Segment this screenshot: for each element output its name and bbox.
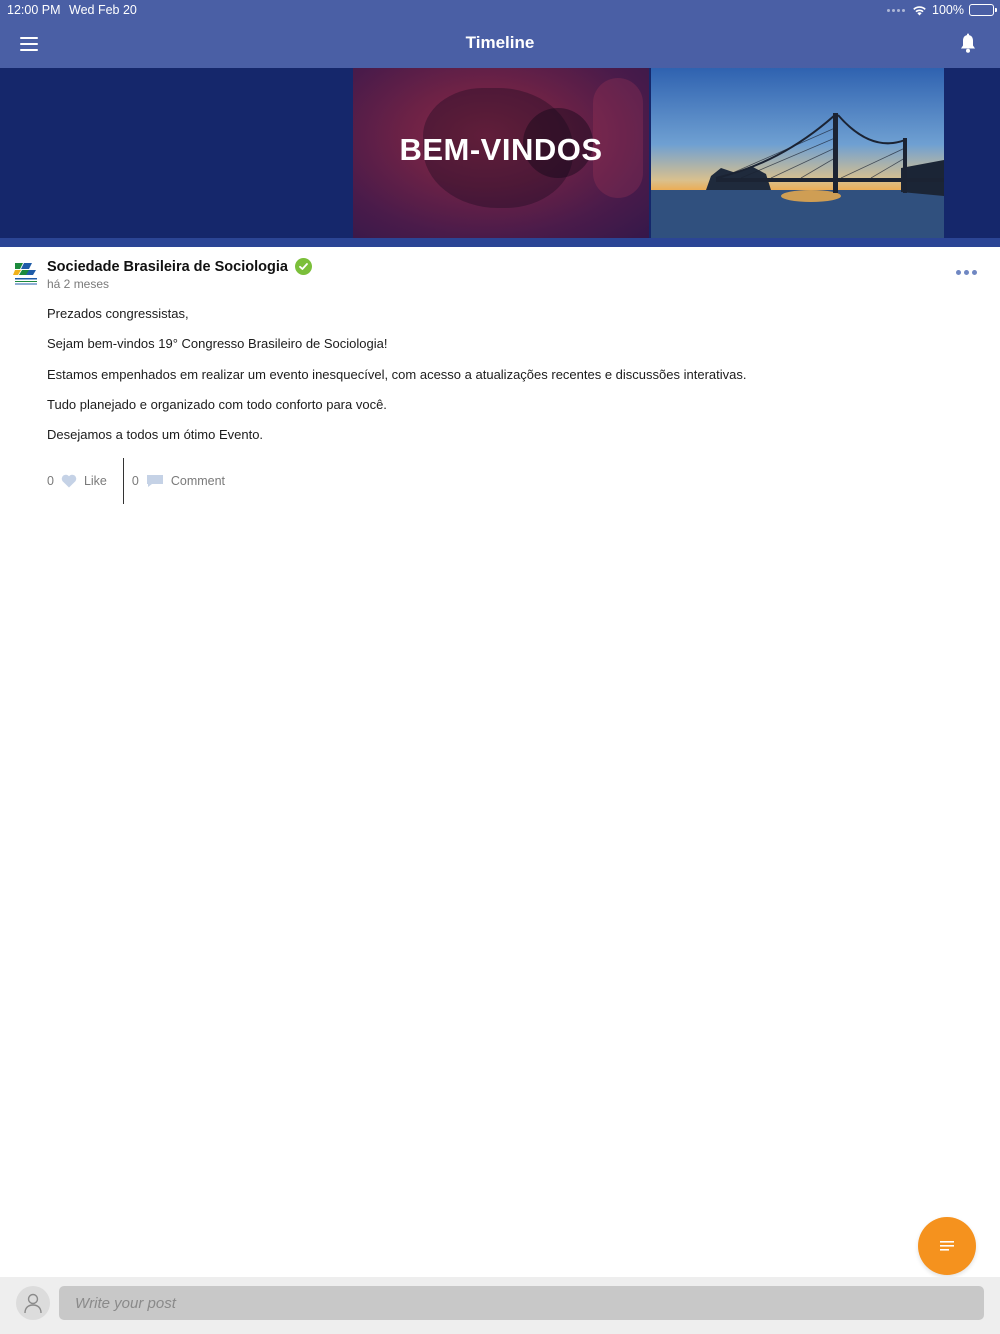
welcome-banner — [0, 68, 1000, 247]
comment-button[interactable] — [132, 474, 225, 488]
author-logo[interactable] — [12, 259, 40, 287]
like-button[interactable] — [47, 474, 107, 488]
write-post-input[interactable] — [59, 1286, 984, 1320]
banner-title: BEM-VINDOS — [399, 132, 603, 167]
post-paragraph: Tudo planejado e organizado com todo conforto para você. — [47, 396, 387, 412]
page-title: Timeline — [465, 33, 535, 52]
battery-percent: 100% — [932, 3, 964, 17]
banner-photo-bridge — [651, 68, 944, 238]
verified-badge-icon — [295, 258, 312, 275]
post-paragraph: Estamos empenhados em realizar um evento inesquecível, com acesso a atualizações recentes e discussões interativas. — [47, 366, 747, 382]
more-options-button[interactable] — [952, 266, 980, 278]
signal-icon — [887, 9, 905, 12]
status-date: Wed Feb 20 — [69, 3, 137, 17]
user-icon — [23, 1292, 43, 1314]
user-avatar[interactable] — [16, 1286, 50, 1320]
post-actions — [47, 458, 225, 504]
post-author-name: Sociedade Brasileira de Sociologia — [47, 258, 288, 275]
actions-divider — [123, 458, 124, 504]
wifi-icon — [912, 4, 927, 16]
post-timestamp: há 2 meses — [47, 277, 110, 291]
post-paragraph: Prezados congressistas, — [47, 306, 189, 321]
banner-strip — [0, 238, 1000, 247]
post-paragraph: Desejamos a todos um ótimo Evento. — [47, 427, 264, 443]
like-count: 0 — [47, 474, 54, 488]
notification-bell-icon[interactable] — [956, 32, 980, 56]
top-bar — [0, 0, 1000, 68]
comment-label: Comment — [170, 474, 226, 488]
comment-icon — [146, 474, 164, 488]
status-time: 12:00 PM — [7, 3, 61, 17]
post-composer — [0, 1277, 1000, 1334]
banner-photo-camera — [353, 68, 649, 238]
post-body — [47, 306, 947, 457]
post-paragraph: Sejam bem-vindos 19° Congresso Brasileiro de Sociologia! — [47, 336, 388, 352]
heart-icon — [61, 474, 77, 488]
lines-icon — [939, 1240, 955, 1252]
compose-fab-button[interactable] — [918, 1217, 976, 1275]
battery-icon — [969, 4, 994, 16]
comment-count: 0 — [131, 474, 139, 488]
like-label: Like — [83, 474, 107, 488]
status-right — [887, 2, 994, 18]
post-author[interactable] — [47, 258, 312, 275]
status-bar — [0, 0, 1000, 20]
